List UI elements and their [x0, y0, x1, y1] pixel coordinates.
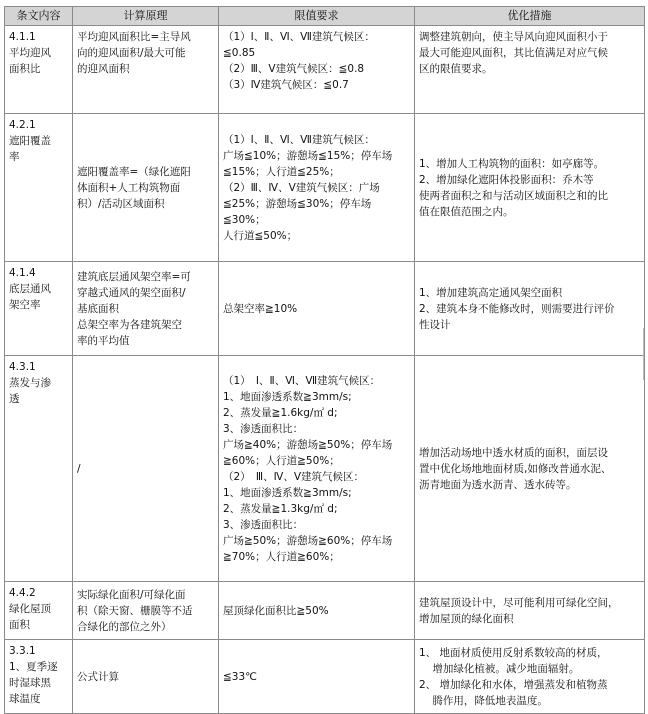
- principle-cell-line: 向的迎风面积/最大可能: [77, 47, 186, 59]
- limits-cell-line: 3、渗透面积比：: [223, 422, 304, 435]
- limits-cell: [219, 114, 415, 262]
- measures-cell-line: 性设计: [419, 318, 451, 331]
- principle-cell-line: 穿越式通风的架空面积/: [77, 286, 186, 299]
- principle-cell-line: 总架空率为各建筑架空: [77, 318, 182, 331]
- measures-cell-line: 区的限值要求。: [419, 63, 493, 75]
- clause-cell-line: 平均迎风: [9, 47, 51, 59]
- limits-cell-line: （1） Ⅰ、Ⅱ、Ⅵ、Ⅶ建筑气候区：: [223, 374, 381, 387]
- measures-cell: [415, 114, 645, 262]
- limits-cell-line: 广场≦10%；游憩场≦15%；停车场: [223, 149, 393, 162]
- measures-cell-line: 1、 地面材质使用反射系数较高的材质，: [419, 646, 608, 659]
- header-measures: 优化措施: [415, 7, 645, 26]
- measures-cell-line: 增加绿化植被。减少地面辐射。: [419, 662, 580, 675]
- header-clause: 条文内容: [5, 7, 73, 26]
- principle-cell-line: 遮阳覆盖率=（绿化遮阳: [77, 165, 191, 178]
- principle-cell-line: 建筑底层通风架空率=可: [77, 270, 191, 283]
- clause-cell-line: 4.1.1: [9, 31, 36, 43]
- limits-cell-line: ≦25%；游憩场≦30%；停车场≦30%；: [223, 197, 372, 226]
- limits-cell-line: ≧60%；人行道≧50%；: [223, 454, 340, 467]
- principle-cell-line: 积（除天窗、栅膜等不适: [77, 604, 193, 617]
- standards-table: [4, 6, 645, 714]
- measures-cell-line: 最大可能迎风面积，其比值满足对应气候: [419, 47, 608, 59]
- principle-cell: [73, 640, 219, 714]
- limits-cell-line: 2、蒸发量≧1.3kg/㎡ d;: [223, 502, 338, 515]
- principle-cell-line: 体面积+人工构筑物面: [77, 181, 181, 194]
- principle-cell-line: 公式计算: [77, 670, 119, 683]
- measures-cell: [415, 26, 645, 114]
- principle-cell: [73, 114, 219, 262]
- measures-cell-line: 腾作用，降低地表温度。: [419, 694, 548, 707]
- measures-cell: [415, 640, 645, 714]
- limits-cell-line: 屋顶绿化面积比≧50%: [223, 604, 329, 617]
- clause-cell: [5, 262, 73, 356]
- measures-cell-line: 使两者面积之和与活动区域面积之和的比: [419, 189, 608, 202]
- measures-cell-line: 增加活动场地中透水材质的面积，面层设: [419, 446, 608, 459]
- principle-cell-line: 合绿化的部位之外）: [77, 620, 172, 633]
- clause-cell-line: 4.3.1: [9, 361, 36, 373]
- table-row: [5, 26, 645, 114]
- limits-cell-line: （1）Ⅰ、Ⅱ、Ⅵ、Ⅶ建筑气候区：: [223, 133, 375, 146]
- principle-cell: [73, 356, 219, 582]
- measures-cell-line: 沥青地面为透水沥青、透水砖等。: [419, 478, 577, 491]
- header-limits: 限值要求: [219, 7, 415, 26]
- principle-cell: [73, 262, 219, 356]
- principle-cell-line: 平均迎风面积比=主导风: [77, 31, 191, 43]
- clause-cell-line: 透: [9, 393, 20, 405]
- measures-cell: [415, 582, 645, 640]
- clause-cell: [5, 26, 73, 114]
- header-principle: 计算原理: [73, 7, 219, 26]
- measures-cell-line: 增加屋顶的绿化面积: [419, 612, 514, 625]
- limits-cell-line: ≦33℃: [223, 670, 257, 683]
- table-row: [5, 114, 645, 262]
- clause-cell: [5, 640, 73, 714]
- principle-cell-line: 的迎风面积: [77, 63, 130, 75]
- clause-cell: [5, 582, 73, 640]
- limits-cell-line: （2）Ⅲ、Ⅴ建筑气候区：≦0.8: [223, 63, 365, 75]
- measures-cell-line: 值在限值范围之内。: [419, 205, 514, 218]
- limits-cell-line: ≦15%；人行道≦25%；: [223, 165, 340, 178]
- limits-cell: [219, 640, 415, 714]
- clause-cell: [5, 114, 73, 262]
- limits-cell-line: 3、渗透面积比：: [223, 518, 304, 531]
- limits-cell-line: 1、地面渗透系数≧3mm/s;: [223, 390, 352, 403]
- limits-cell-line: ≦0.85: [223, 47, 256, 59]
- measures-cell: [415, 356, 645, 582]
- limits-cell-line: 1、地面渗透系数≧3mm/s;: [223, 486, 352, 499]
- limits-cell-line: （3）Ⅳ建筑气候区：≦0.7: [223, 79, 349, 91]
- measures-cell-line: 建筑屋顶设计中，尽可能利用可绿化空间，: [419, 596, 619, 609]
- principle-cell-line: /: [77, 462, 81, 475]
- clause-cell-line: 球温度: [9, 693, 41, 705]
- principle-cell-line: 实际绿化面积/可绿化面: [77, 588, 186, 601]
- clause-cell: [5, 356, 73, 582]
- limits-cell-line: （2）Ⅲ、Ⅳ、Ⅴ建筑气候区：广场: [223, 181, 380, 194]
- measures-cell-line: 1、增加人工构筑物的面积：如亭廊等。: [419, 157, 605, 170]
- limits-cell-line: 广场≧50%；游憩场≧60%；停车场: [223, 534, 393, 547]
- limits-cell-line: 人行道≦50%；: [223, 229, 298, 242]
- clause-cell-line: 3.3.1: [9, 645, 36, 657]
- principle-cell: [73, 26, 219, 114]
- measures-cell-line: 置中优化场地地面材质,如修改普通水泥、: [419, 462, 612, 475]
- principle-cell-line: 基底面积: [77, 302, 119, 315]
- measures-cell-line: 2、 增加绿化和水体，增强蒸发和植物蒸: [419, 678, 608, 691]
- clause-cell-line: 4.2.1: [9, 119, 36, 131]
- measures-cell-line: 调整建筑朝向，使主导风向迎风面积小于: [419, 31, 608, 43]
- measures-cell-line: 2、增加绿化遮阳体投影面积：乔木等: [419, 173, 594, 186]
- table-row: [5, 356, 645, 582]
- limits-cell-line: 2、蒸发量≧1.6kg/㎡ d;: [223, 406, 338, 419]
- clause-cell-line: 面积: [9, 619, 30, 631]
- clause-cell-line: 遮阳覆盖: [9, 135, 51, 147]
- table-row: [5, 640, 645, 714]
- clause-cell-line: 率: [9, 151, 20, 163]
- limits-cell-line: ≧70%；人行道≧60%；: [223, 550, 340, 563]
- principle-cell-line: 率的平均值: [77, 334, 130, 347]
- clause-cell-line: 4.4.2: [9, 587, 36, 599]
- limits-cell: [219, 356, 415, 582]
- clause-cell-line: 4.1.4: [9, 267, 36, 279]
- measures-cell: [415, 262, 645, 356]
- table-row: [5, 582, 645, 640]
- limits-cell-line: 总架空率≧10%: [223, 302, 298, 315]
- clause-cell-line: 架空率: [9, 299, 41, 311]
- limits-cell: [219, 582, 415, 640]
- clause-cell-line: 底层通风: [9, 283, 51, 295]
- clause-cell-line: 蒸发与渗: [9, 377, 51, 389]
- limits-cell: [219, 26, 415, 114]
- measures-cell-line: 1、增加建筑高定通风架空面积: [419, 286, 563, 299]
- limits-cell-line: （2） Ⅲ、Ⅳ、Ⅴ建筑气候区：: [223, 470, 365, 483]
- table-row: [5, 262, 645, 356]
- clause-cell-line: 绿化屋顶: [9, 603, 51, 615]
- clause-cell-line: 面积比: [9, 63, 41, 75]
- measures-cell-line: 2、建筑本身不能修改时，则需要进行评价: [419, 302, 615, 315]
- limits-cell: [219, 262, 415, 356]
- clause-cell-line: 1、夏季逐: [9, 661, 58, 673]
- limits-cell-line: 广场≧40%；游憩场≧50%；停车场: [223, 438, 393, 451]
- header-row: [5, 7, 645, 26]
- principle-cell: [73, 582, 219, 640]
- scroll-indicator: [643, 328, 648, 380]
- principle-cell-line: 积）/活动区域面积: [77, 197, 165, 210]
- limits-cell-line: （1）Ⅰ、Ⅱ、Ⅵ、Ⅶ建筑气候区：: [223, 31, 375, 43]
- clause-cell-line: 时湿球黑: [9, 677, 51, 689]
